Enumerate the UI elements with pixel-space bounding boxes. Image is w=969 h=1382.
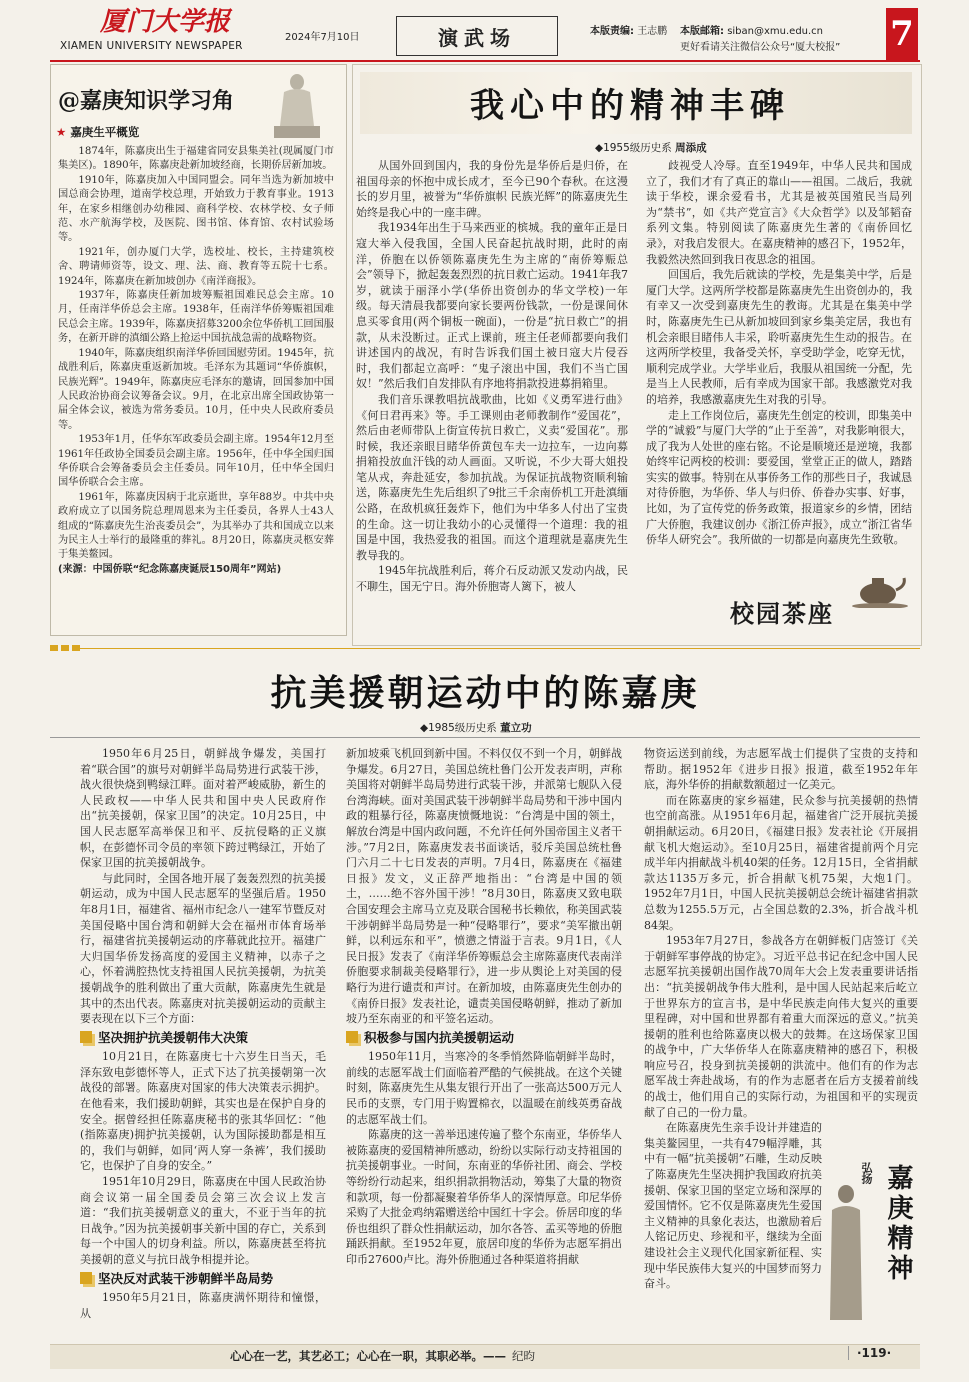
knowledge-para: 1940年，陈嘉庚组织南洋华侨回国慰劳团。1945年，抗战胜利后，陈嘉庚重返新加坡。毛泽东为其题词“华侨旗帜，民族光辉”。1949年，陈嘉庚应毛泽东的邀请，回国参加中国人民政治协商会议筹备会议。9月，在北京出席全国政协第一届全体会议，被选为常务委员。10月，任中央人民政府委员等。 (58, 347, 334, 431)
knowledge-para: 1937年，陈嘉庚任新加坡筹赈祖国难民总会主席。10月，任南洋华侨总会主席。1938年，任南洋华侨筹赈祖国难民总会主席。1939年，陈嘉庚招募3200余位华侨机工回国服务，在新开辟的滇缅公路上抢运中国抗战急需的战略物资。 (58, 290, 334, 345)
editor-name: 王志鹏 (637, 26, 668, 37)
essay2-author: 董立功 (500, 722, 532, 734)
essay2-para: 物资运送到前线，为志愿军战士们提供了宝贵的支持和帮助。据1952年《进步日报》报道，截至1952年年底，海外华侨的捐献数额超过一亿美元。 (644, 747, 918, 792)
essay2-subheading (346, 1030, 622, 1046)
essay2-subheading (80, 1271, 326, 1287)
essay2-para: 1950年11月，当寒冷的冬季悄然降临朝鲜半岛时，前线的志愿军战士们面临着严酷的气候挑战。在这个关键时刻，陈嘉庚先生从集友银行开出了一张高达500万元人民币的支票，专门用于购置棉衣，以温暖在前线英勇奋战的志愿军战士们。 (346, 1050, 622, 1126)
email-line (680, 22, 823, 37)
spirit-badge-small: 弘扬 (860, 1162, 873, 1184)
essay1-col2 (646, 158, 912, 548)
essay2-title: 抗美援朝运动中的陈嘉庚 (270, 672, 700, 714)
essay2-col1 (80, 746, 326, 1338)
statue-icon (262, 70, 332, 142)
section-name: 演武场 (396, 16, 558, 56)
essay2-para: 陈嘉庚的这一善举迅速传遍了整个东南亚，华侨华人被陈嘉庚的爱国精神所感动，纷纷以实际行动支持祖国的抗美援朝事业。一时间，东南亚的华侨社团、商会、学校等纷纷行动起来，组织捐款捐物活动，筹集了大量的物资和款项，每一份都凝聚着华侨华人的深情厚意。印尼华侨采购了大批金鸡纳霜赠送给中国红十字会。侨居印度的华侨也组织了群众性捐献运动，加尔各答、孟买等地的侨胞踊跃捐献。至1952年夏，旅居印度的华侨为志愿军捐出印币27600卢比。海外侨胞通过各种渠道将捐献 (346, 1128, 622, 1266)
knowledge-para: 1921年，创办厦门大学，选校址、校长，主持建筑校舍、聘请师资等，设文、理、法、商、教育等五院十七系。1924年，陈嘉庚在新加坡创办《南洋商报》。 (58, 246, 334, 287)
knowledge-heading (56, 124, 139, 140)
essay2-para: 1953年7月27日，参战各方在朝鲜板门店签订《关于朝鲜军事停战的协定》。习近平总书记在纪念中国人民志愿军抗美援朝出国作战70周年大会上发表重要讲话指出：“抗美援朝战争伟大胜利，是中国人民站起来后屹立于世界东方的宣言书，是中华民族走向伟大复兴的重要里程碑，对中国和世界都有着重大而深远的意义。”抗美援朝的胜利也给陈嘉庚以极大的鼓舞。在这场保家卫国的战争中，广大华侨华人在陈嘉庚精神的感召下，积极响应号召，投身到抗美援朝的洪流中。他们有的作为志愿军战士奔赴战场，有的作为志愿者在后方支援着前线的战士，他们用自己的实际行动，为祖国和平的实现贡献了自己的一份力量。 (644, 934, 918, 1119)
tea-corner-stamp: 校园茶座 (730, 599, 834, 628)
editor-line (590, 22, 667, 37)
essay1-title: 我心中的精神丰碑 (470, 86, 790, 126)
essay2-byline-label: ◆1985级历史系 (420, 722, 497, 734)
essay2-para: 与此同时，全国各地开展了轰轰烈烈的抗美援朝运动，成为中国人民志愿军的坚强后盾。1950年8月1日，福建省、福州市纪念八一建军节暨反对美国侵略中国台湾和朝鲜大会在福州市体育场举行，福建省抗美援朝运动的序幕就此拉开。福建广大归国华侨发扬高度的爱国主义精神，以赤子之心，怀着满腔热忱支持祖国人民抗美援朝，为抗美援朝战争的胜利做出了重大贡献，陈嘉庚先生就是其中的杰出代表。陈嘉庚对抗美援朝运动的贡献主要表现在以下三个方面： (80, 871, 326, 1026)
knowledge-para: 1910年，陈嘉庚加入中国同盟会。同年当选为新加坡中国总商会协理，道南学校总理，开始致力于教育事业。1913年，在家乡相继创办幼稚园、商科学校、农林学校、女子师范、水产航海学校，及医院、图书馆、体育馆、农村试验场等。 (58, 174, 334, 244)
essay1-col1 (356, 158, 628, 595)
essay2-para: 1951年10月29日，陈嘉庚在中国人民政治协商会议第一届全国委员会第三次会议上发言道：“我们抗美援朝意义的重大，不亚于当年的抗日战争。”因为抗美援朝事关新中国的存亡，关系到每一个中国人的切身利益。所以，陈嘉庚甚至将抗美援朝的意义与抗日战争相提并论。 (80, 1175, 326, 1266)
masthead-logo-mark (100, 4, 250, 36)
divider-mark (72, 645, 80, 651)
essay2-para: 在陈嘉庚先生亲手设计并建造的集美鳌园里，一共有479幅浮雕，其中有一幅“抗美援朝”石雕，生动反映了陈嘉庚先生坚决拥护我国政府抗美援朝、保家卫国的坚定立场和深厚的爱国情怀。它不仅是陈嘉庚先生爱国主义精神的具象化表达，也激励着后人铭记历史、珍视和平，继续为全面建设社会主义现代化国家新征程、实现中华民族伟大复兴的中国梦而努力奋斗。 (644, 1121, 822, 1291)
essay2-sub3: 积极参与国内抗美援朝运动 (364, 1029, 515, 1045)
knowledge-text (58, 145, 334, 577)
essay1-para: 走上工作岗位后，嘉庚先生创定的校训，即集美中学的“诚毅”与厦门大学的“止于至善”，对我影响很大，成了我为人处世的座右铭。不论是顺境还是逆境，我都始终牢记两校的校训：要爱国，堂堂正正的做人，踏踏实实的做事。特别在从事侨务工作的那些日子，我诚恳对待侨胞，为华侨、华人与归侨、侨眷办实事、好事，比如，为了宣传党的侨务政策，报道家乡的乡情，团结广大侨胞，我建议创办《浙江侨声报》，成立“浙江省华侨华人研究会”。我所做的一切都是向嘉庚先生致敬。 (646, 408, 912, 547)
knowledge-title: @嘉庚知识学习角 (58, 88, 235, 114)
masthead-logo-text: 厦门大学报 (100, 7, 231, 36)
divider-mark (50, 645, 58, 651)
essay2-sub1: 坚决拥护抗美援朝伟大决策 (98, 1029, 249, 1045)
essay2-rule (50, 737, 920, 738)
knowledge-heading-text: 嘉庚生平概览 (70, 125, 140, 139)
email-address[interactable]: siban@xmu.edu.cn (727, 26, 824, 37)
essay1-para: 1945年抗战胜利后，蒋介石反动派又发动内战，民不聊生，国无宁日。海外侨胞寄人篱下，被人 (356, 564, 628, 594)
masthead-logo (100, 4, 250, 36)
essay1-para: 从国外回到国内，我的身份先是华侨后是归侨，在祖国母亲的怀抱中成长成才，至今已90个春秋。在这漫长的岁月里，被誉为“华侨旗帜 民族光辉”的陈嘉庚先生始终是我心中的一座丰碑。 (356, 159, 628, 219)
essay2-subheading (80, 1030, 326, 1046)
star-icon: ★ (56, 125, 67, 139)
page-number: 7 (886, 8, 918, 60)
essay1-byline-label: ◆1955级历史系 (595, 142, 672, 154)
footer-quote-text: 心心在一艺，其艺必工；心心在一职，其职必举。—— (230, 1349, 506, 1363)
knowledge-para: 1874年，陈嘉庚出生于福建省同安县集美社(现属厦门市集美区)。1890年，陈嘉庚赴新加坡经商，长期侨居新加坡。 (58, 146, 334, 172)
section-divider (80, 648, 920, 649)
knowledge-para: 1961年，陈嘉庚因病于北京逝世，享年88岁。中共中央政府成立了以国务院总理周恩来为主任委员，各界人士43人组成的“陈嘉庚先生治丧委员会”，为其举办了共和国成立以来为民主人士举行的最隆重的葬礼。8月20日，陈嘉庚灵柩安葬于集美鳌园。 (58, 491, 334, 561)
essay2-para: 新加坡乘飞机回到新中国。不料仅仅不到一个月，朝鲜战争爆发。6月27日，美国总统杜鲁门公开发表声明，声称美国将对朝鲜半岛局势进行武装干涉，并派第七舰队入侵台湾海峡。面对美国武装干涉朝鲜半岛局势和干涉中国内政的粗暴行径，陈嘉庚愤慨地说：“台湾是中国的领土，解放台湾是中国内政问题，不允许任何外国帝国主义者干涉。”7月2日，陈嘉庚发表书面谈话，驳斥美国总统杜鲁门六月二十七日发表的声明。7月4日，陈嘉庚在《福建日报》发文，义正辞严地指出：“台湾是中国的领土，……绝不容外国干涉！”8月30日，陈嘉庚又致电联合国安理会主席马立克及联合国秘书长赖依，称美国武装干涉朝鲜半岛局势是一种“侵略罪行”，要求“美军撤出朝鲜，以利远东和平”，愤懑之情溢于言表。9月1日，《人民日报》发表了《南洋华侨筹赈总会主席陈嘉庚代表南洋侨胞要求制裁美侵略罪行》，进一步从舆论上对美国的侵略行为进行谴责和声讨。在新加坡，由陈嘉庚先生创办的《南侨日报》发表社论，谴责美国侵略朝鲜，推动了新加坡乃至东南亚的和平签名运动。 (346, 747, 622, 1026)
essay1-byline (595, 140, 707, 155)
figure-silhouette-icon (826, 1180, 866, 1330)
essay2-sub2: 坚决反对武装干涉朝鲜半岛局势 (98, 1270, 274, 1286)
footer-quote-author: 纪昀 (512, 1349, 535, 1363)
email-label: 本版邮箱: (680, 26, 724, 37)
knowledge-para: 1953年1月，任华东军政委员会副主席。1954年12月至1961年任政协全国委员会副主席。1956年，任中华全国归国华侨联合会筹备委员会主任委员。同年10月，任中华全国归国华侨联合会主席。 (58, 434, 334, 489)
essay2-para: 1950年5月21日，陈嘉庚满怀期待和憧憬，从 (80, 1291, 326, 1320)
issue-number: ·119· (848, 1346, 891, 1360)
essay2-byline (420, 720, 532, 735)
knowledge-source: (来源：中国侨联“纪念陈嘉庚诞辰150周年”网站) (58, 563, 282, 575)
essay2-para: 1950年6月25日，朝鲜战争爆发，美国打着“联合国”的旗号对朝鲜半岛局势进行武装干涉，战火很快烧到鸭绿江畔。面对着严峻威胁，新生的人民政权——中华人民共和国中央人民政府作出“抗美援朝，保家卫国”的决定。10月25日，中国人民志愿军高举保卫和平、反抗侵略的正义旗帜，在彭德怀司令员的率领下跨过鸭绿江，开始了保家卫国的抗美援朝战争。 (80, 747, 326, 870)
wechat-line: 更好看请关注微信公众号“厦大校报” (680, 42, 841, 53)
masthead-date: 2024年7月10日 (285, 32, 360, 43)
section-divider-marks (50, 645, 80, 651)
bullet-square-icon (346, 1031, 358, 1043)
masthead-rule (50, 60, 920, 62)
masthead-english: XIAMEN UNIVERSITY NEWSPAPER (60, 40, 243, 52)
bullet-square-icon (80, 1031, 92, 1043)
statue-illustration (262, 70, 332, 142)
footer-quote (230, 1348, 535, 1364)
essay1-author: 周添成 (675, 142, 707, 154)
tea-corner (722, 568, 914, 638)
essay2-para: 而在陈嘉庚的家乡福建，民众参与抗美援朝的热情也空前高涨。从1951年6月起，福建省广泛开展抗美援朝捐献运动。6月20日，《福建日报》发表社论《开展捐献飞机大炮运动》。至10月25日，福建省提前两个月完成半年内捐献战斗机40架的任务。12月15日，全省捐献款达1135万多元，折合捐献飞机75架，大炮1门。1952年7月1日，中国人民抗美援朝总会统计福建省捐款总数为1255.5万元，占全国总数的2.3%，折合战斗机84架。 (644, 793, 918, 932)
essay1-para: 回国后，我先后就读的学校，先是集美中学，后是厦门大学。这两所学校都是陈嘉庚先生出资创办的，我有幸又一次受到嘉庚先生的教诲。尤其是在集美中学时，陈嘉庚先生已从新加坡回到家乡集美定居，我也有机会亲眼目睹伟人丰采，聆听嘉庚先生生动的报告。在这两所学校里，我备受关怀，享受助学金，吃穿无忧，顺利完成学业。大学毕业后，我服从祖国统一分配，先是当上人民教师，后有幸成为国家干部。我感激党对我的培养，我感激嘉庚先生对我的引导。 (646, 268, 912, 406)
essay2-para: 10月21日，在陈嘉庚七十六岁生日当天，毛泽东致电彭德怀等人，正式下达了抗美援朝第一次战役的部署。陈嘉庚对国家的伟大决策表示拥护。在他看来，我们援助朝鲜，其实也是在保护自身的安全。据曾经担任陈嘉庚秘书的张其华回忆：“他(指陈嘉庚)拥护抗美援朝，认为国际援助都是相互的，我们与朝鲜，如同‘两人穿一条裤’，我们援助它，也保护了自身的安全。” (80, 1050, 326, 1173)
divider-mark (61, 645, 69, 651)
essay1-para: 歧视受人冷辱。直至1949年，中华人民共和国成立了，我们才有了真正的靠山——祖国。二战后，我就读于华校，课余爱看书，尤其是被英国殖民当局列为“禁书”，如《共产党宣言》《大众哲学》以及邹韬奋系列文集。特别阅读了陈嘉庚先生著的《南侨回忆录》，对我启发很大。在嘉庚精神的感召下，1952年，我毅然决然回到我日夜思念的祖国。 (646, 159, 912, 266)
spirit-badge (822, 1160, 918, 1338)
essay1-para: 我们音乐课教唱抗战歌曲，比如《义勇军进行曲》《何日君再来》等。手工课则由老师教制作“爱国花”，然后由老师带队上街宣传抗日救亡，义卖“爱国花”。那时候，我还亲眼目睹华侨黄包车夫一边拉车，一边向募捐箱投放血汗钱的动人画面。又听说，不少大哥大姐投笔从戎，奔赴延安，参加抗战。为保证抗战物资顺利输送，陈嘉庚先生先后组织了9批三千余南侨机工开赴滇缅公路，在敌机疯狂轰炸下，他们为中华多人付出了宝贵的生命。这一切让我幼小的心灵懂得一个道理：我的祖国是中国，我热爱我的祖国。而这个道理就是嘉庚先生教导我的。 (356, 392, 628, 562)
teapot-icon (850, 568, 910, 608)
essay2-col2 (346, 746, 622, 1338)
bullet-square-icon (80, 1272, 92, 1284)
spirit-badge-big: 嘉庚精神 (883, 1164, 913, 1284)
editor-label: 本版责编: (590, 26, 634, 37)
essay1-para: 我1934年出生于马来西亚的槟城。我的童年正是日寇大举入侵我国，全国人民奋起抗战时期，此时的南洋，侨胞在以侨领陈嘉庚先生为主席的“南侨筹赈总会”领导下，掀起轰轰烈烈的抗日救亡运动。1941年我7岁，就读于丽泽小学(华侨出资创办的华文学校)一年级。每天清晨我都要向家长要两份钱款，一份是课间休息买零食用(两个铜板一碗面)，一份是“抗日救亡”的捐款，从未没断过。正式上课前，班主任老师都要向我们讲述国内的战况，有时告诉我们国土被日寇大片侵吞时，我们都起立高呼：“鬼子滚出中国，我们不当亡国奴！”然后我们自发排队有序地将捐款投进募捐箱里。 (356, 221, 628, 391)
